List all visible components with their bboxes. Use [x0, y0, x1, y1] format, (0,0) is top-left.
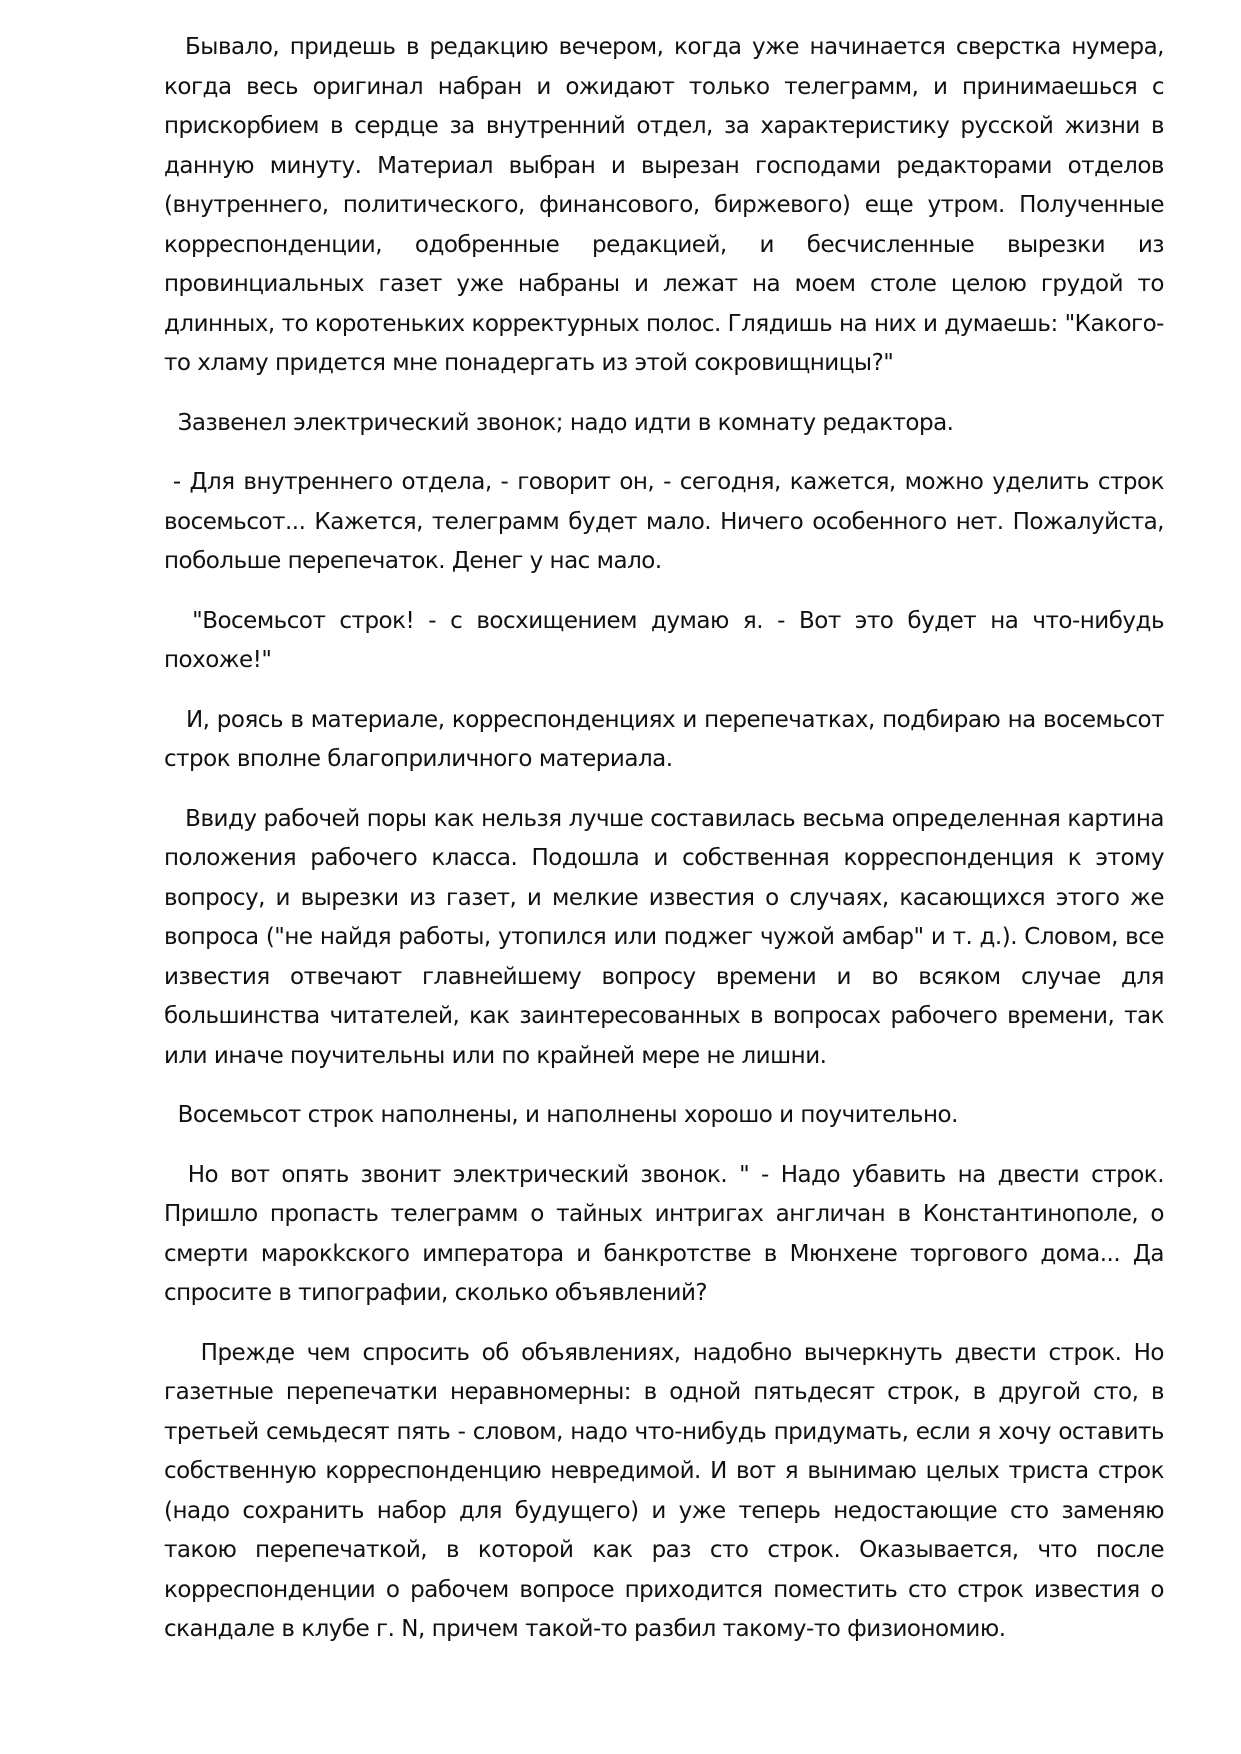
- paragraph: И, роясь в материале, корреспонденциях и перепечатках, подбираю на восемьсот строк вполне благоприличного материала.: [164, 706, 1171, 772]
- paragraph: Восемьсот строк наполнены, и наполнены хорошо и поучительно.: [164, 1102, 958, 1128]
- paragraph: Зазвенел электрический звонок; надо идти в комнату редактора.: [164, 409, 954, 436]
- paragraph: Ввиду рабочей поры как нельзя лучше составилась весьма определенная картина положения рабочего класса. Подошла и собственная корреспонденция к этому вопросу, и вырезки из газет, и мелкие известия о случаях, касающихся этого же вопроса ("не найдя работы, утопился или поджег чужой амбар" и т. д.). Словом, все известия отвечают главнейшему вопросу времени и во всяком случае для большинства читателей, как заинтересованных в вопросах рабочего времени, так или иначе поучительны или по крайней мере не лишни.: [164, 805, 1171, 1069]
- paragraph: - Для внутреннего отдела, - говорит он, - сегодня, кажется, можно уделить строк восемьсот... Кажется, телеграмм будет мало. Ничего особенного нет. Пожалуйста, побольше перепечаток. Денег у нас мало.: [164, 469, 1171, 574]
- paragraph: Прежде чем спросить об объявлениях, надобно вычеркнуть двести строк. Но газетные перепечатки неравномерны: в одной пятьдесят строк, в другой сто, в третьей семьдесят пять - словом, надо что-нибудь придумать, если я хочу оставить собственную корреспонденцию невредимой. И вот я вынимаю целых триста строк (надо сохранить набор для будущего) и уже теперь недостающие сто заменяю такою перепечаткой, в которой как раз сто строк. Оказывается, что после корреспонденции о рабочем вопросе приходится поместить сто строк известия о скандале в клубе г. N, причем такой-то разбил такому-то физиономию.: [164, 1339, 1171, 1642]
- paragraph: "Восемьсот строк! - с восхищением думаю я. - Вот это будет на что-нибудь похоже!": [164, 607, 1171, 673]
- paragraph: Бывало, придешь в редакцию вечером, когда уже начинается сверстка нумера, когда весь оригинал набран и ожидают только телеграмм, и принимаешься с прискорбием в сердце за внутренний отдел, за характеристику русской жизни в данную минуту. Материал выбран и вырезан господами редакторами отделов (внутреннего, политического, финансового, биржевого) еще утром. Полученные корреспонденции, одобренные редакцией, и бесчисленные вырезки из провинциальных газет уже набраны и лежат на моем столе целою грудой то длинных, то коротеньких корректурных полос. Глядишь на них и думаешь: "Какого-то хламу придется мне понадергать из этой сокровищницы?": [164, 34, 1171, 376]
- document-page: [164, 28, 1171, 1670]
- paragraph: Но вот опять звонит электрический звонок. " - Надо убавить на двести строк. Пришло пропасть телеграмм о тайных интригах англичан в Константинополе, о смерти марокkского императора и банкротстве в Мюнхене торгового дома... Да спросите в типографии, сколько объявлений?: [164, 1161, 1171, 1306]
